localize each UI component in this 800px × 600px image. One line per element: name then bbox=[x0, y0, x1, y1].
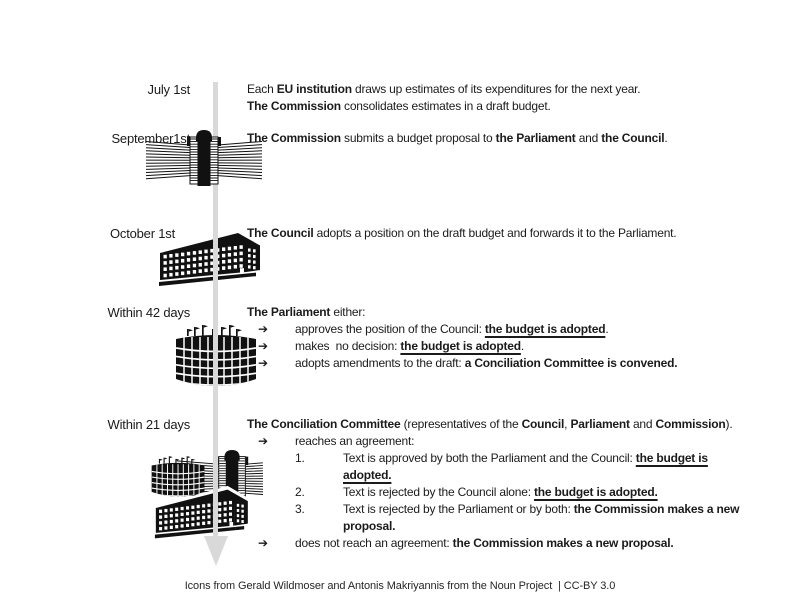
text-run: . bbox=[605, 322, 609, 336]
text-line bbox=[247, 535, 796, 552]
text-run: and bbox=[575, 131, 602, 145]
text-run: draws up estimates of its expenditures for the next year. bbox=[351, 82, 641, 96]
text-run: , bbox=[564, 417, 571, 431]
arrow-bullet-icon: ➔ bbox=[258, 356, 268, 370]
text-run: Council bbox=[521, 417, 565, 431]
text-run: Text is approved by both the Parliament and the Council: bbox=[343, 451, 636, 465]
text-run: the budget is bbox=[635, 451, 708, 465]
text-line bbox=[247, 518, 796, 535]
text-run: The Conciliation Committee bbox=[247, 417, 401, 431]
text-line bbox=[247, 450, 796, 467]
arrow-bullet-icon: ➔ bbox=[258, 536, 268, 550]
text-run: . bbox=[520, 339, 524, 353]
text-run: the budget is adopted. bbox=[533, 485, 658, 499]
timeline-row-text bbox=[247, 416, 796, 552]
text-run: Text is rejected by the Parliament or by both: bbox=[343, 502, 574, 516]
text-run: The Parliament bbox=[247, 305, 331, 319]
text-line bbox=[247, 355, 796, 372]
text-run: . bbox=[664, 131, 668, 145]
credits-footer: Icons from Gerald Wildmoser and Antonis Makriyannis from the Noun Project | CC-BY 3.0 bbox=[184, 580, 616, 592]
timeline-date-label: October 1st bbox=[110, 226, 175, 241]
text-run: The Council bbox=[247, 226, 314, 240]
text-run: a Conciliation Committee is convened. bbox=[464, 356, 678, 370]
text-run: makes no decision: bbox=[295, 339, 401, 353]
text-line bbox=[247, 501, 796, 518]
text-run: Each bbox=[247, 82, 277, 96]
number-bullet: 3. bbox=[295, 502, 305, 516]
text-run: the budget is adopted bbox=[400, 339, 521, 353]
text-run: EU institution bbox=[276, 82, 352, 96]
timeline-arrowhead-icon bbox=[204, 536, 228, 566]
timeline-date-label: September1st bbox=[111, 131, 190, 146]
text-run: the Commission makes a new proposal. bbox=[452, 536, 674, 550]
timeline-row-text bbox=[247, 225, 796, 242]
arrow-bullet-icon: ➔ bbox=[258, 322, 268, 336]
text-run: does not reach an agreement: bbox=[295, 536, 453, 550]
timeline-date-label: July 1st bbox=[147, 82, 190, 97]
timeline-date-label: Within 21 days bbox=[107, 417, 190, 432]
text-line bbox=[247, 467, 796, 484]
text-run: consolidates estimates in a draft budget. bbox=[340, 99, 551, 113]
text-run: approves the position of the Council: bbox=[295, 322, 485, 336]
text-line bbox=[247, 304, 796, 321]
text-run: the Parliament bbox=[495, 131, 576, 145]
text-line bbox=[247, 321, 796, 338]
text-run: The Commission bbox=[247, 99, 341, 113]
number-bullet: 2. bbox=[295, 485, 305, 499]
text-line bbox=[247, 338, 796, 355]
text-run: either: bbox=[330, 305, 366, 319]
timeline-row-text bbox=[247, 81, 796, 115]
arrow-bullet-icon: ➔ bbox=[258, 339, 268, 353]
text-line bbox=[247, 225, 796, 242]
text-run: the budget is adopted bbox=[484, 322, 606, 336]
text-run: Parliament bbox=[570, 417, 630, 431]
text-run: Text is rejected by the Council alone: bbox=[343, 485, 534, 499]
text-run: Commission bbox=[655, 417, 726, 431]
text-run: adopts amendments to the draft: bbox=[295, 356, 465, 370]
text-line bbox=[247, 81, 796, 98]
text-run: adopted. bbox=[343, 468, 392, 482]
text-run: proposal. bbox=[343, 519, 396, 533]
conciliation-committee-buildings-icon bbox=[148, 443, 263, 540]
text-run: the Council bbox=[601, 131, 665, 145]
text-run: The Commission bbox=[247, 131, 341, 145]
timeline-row-text bbox=[247, 304, 796, 372]
text-run: reaches an agreement: bbox=[295, 434, 415, 448]
timeline-row-text bbox=[247, 130, 796, 147]
text-line bbox=[247, 484, 796, 501]
number-bullet: 1. bbox=[295, 451, 305, 465]
text-run: (representatives of the bbox=[400, 417, 522, 431]
text-line bbox=[247, 433, 796, 450]
text-line bbox=[247, 98, 796, 115]
text-run: ). bbox=[725, 417, 733, 431]
text-run: submits a budget proposal to bbox=[340, 131, 496, 145]
text-line bbox=[247, 130, 796, 147]
text-run: adopts a position on the draft budget and forwards it to the Parliament. bbox=[313, 226, 677, 240]
timeline-date-label: Within 42 days bbox=[107, 305, 190, 320]
text-run: the Commission makes a new bbox=[573, 502, 740, 516]
text-line bbox=[247, 416, 796, 433]
arrow-bullet-icon: ➔ bbox=[258, 434, 268, 448]
text-run: and bbox=[629, 417, 656, 431]
